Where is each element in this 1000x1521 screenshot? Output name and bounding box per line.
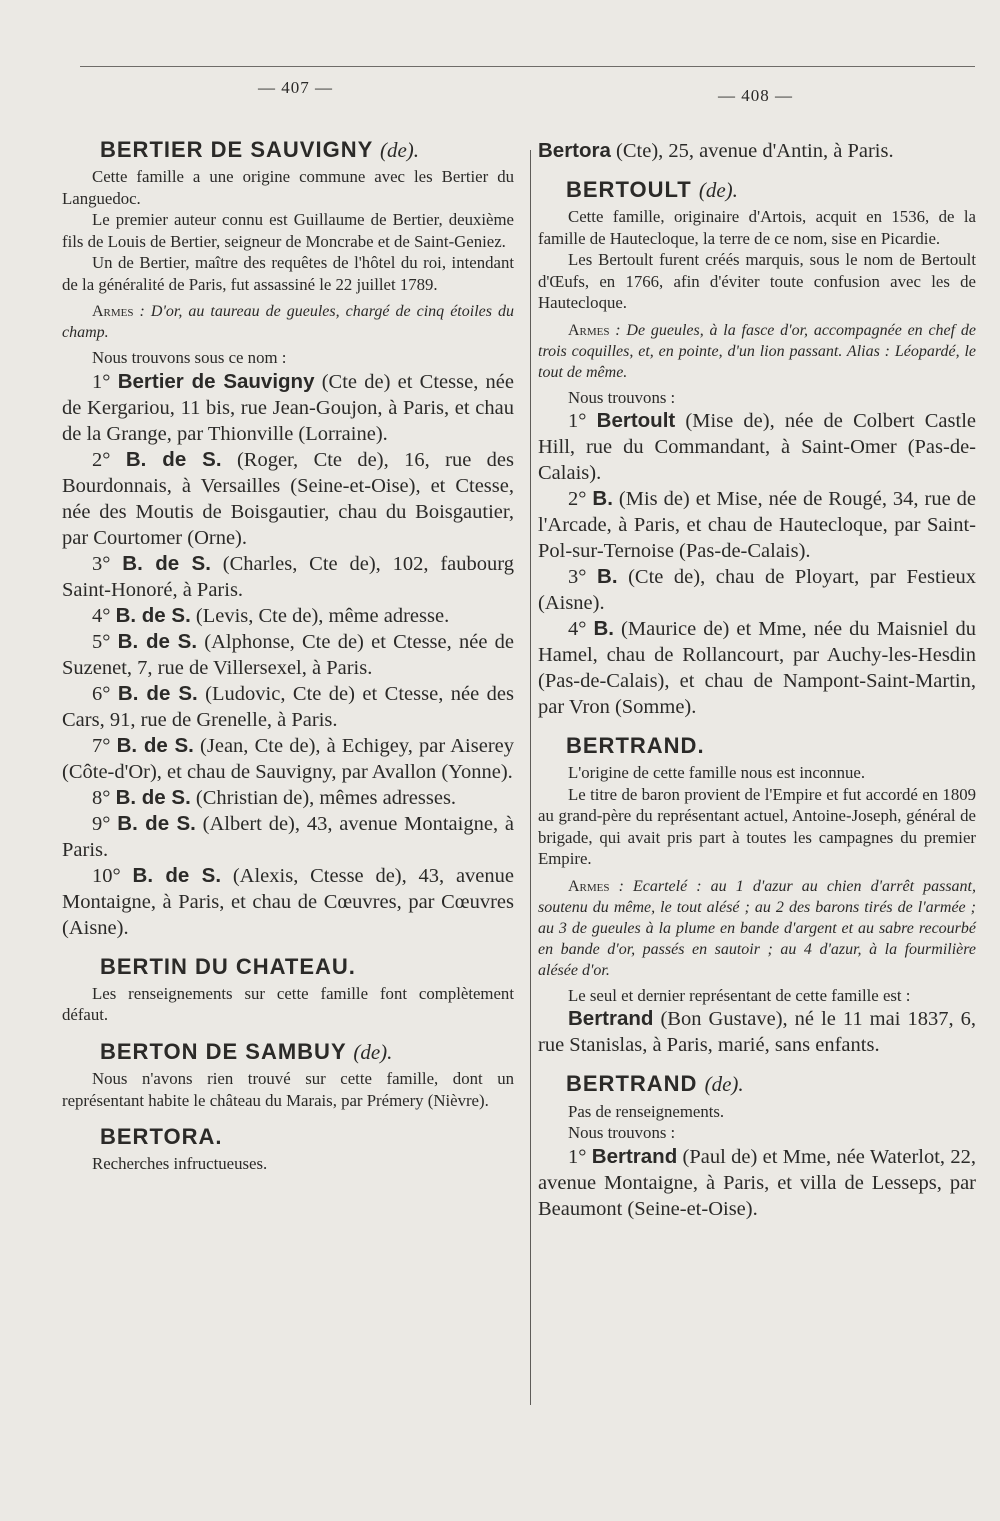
list-item: 1° Bertrand (Paul de) et Mme, née Waterlot, 22, avenue Montaigne, à Paris, et villa de Lesseps, par Beaumont (Seine-et-Oise).: [538, 1144, 976, 1220]
heading-bertrand: BERTRAND.: [566, 733, 705, 759]
list-item: 2° B. de S. (Roger, Cte de), 16, rue des Bourdonnais, à Versailles (Seine-et-Oise), et Ctesse, née des Moutis de Boisgautier, chau du Boisgautier, par Courtomer (Orne).: [62, 447, 515, 549]
column-separator: [530, 150, 531, 1405]
paragraph: Pas de renseignements.: [568, 1101, 725, 1121]
heading-bertoult: BERTOULT (de).: [566, 177, 738, 202]
list-item: Bertora (Cte), 25, avenue d'Antin, à Paris.: [538, 139, 894, 162]
list-item: 10° B. de S. (Alexis, Ctesse de), 43, avenue Montaigne, à Paris, et chau de Cœuvres, par Cœuvres (Aisne).: [62, 863, 515, 939]
arms-description: Armes : D'or, au taureau de gueules, chargé de cinq étoiles du champ.: [62, 303, 514, 342]
list-item: 1° Bertoult (Mise de), née de Colbert Castle Hill, rue du Commandant, à Saint-Omer (Pas-de-Calais).: [538, 409, 976, 485]
heading-bertrand-de: BERTRAND (de).: [566, 1071, 744, 1097]
list-item: Bertrand (Bon Gustave), né le 11 mai 1837, 6, rue Stanislas, à Paris, marié, sans enfants.: [538, 1007, 976, 1057]
top-rule: [80, 66, 975, 67]
list-item: 4° B. (Maurice de) et Mme, née du Maisniel du Hamel, chau de Rollancourt, par Auchy-les-Hesdin (Pas-de-Calais), et chau de Nampont-Saint-Martin, par Vron (Somme).: [538, 617, 976, 719]
list-item: 4° B. de S. (Levis, Cte de), même adresse.: [92, 603, 450, 627]
paragraph: Les Bertoult furent créés marquis, sous le nom de Bertoult d'Œufs, en 1766, afin d'éviter toute confusion avec les de Hautecloque.: [538, 250, 976, 313]
list-item: 5° B. de S. (Alphonse, Cte de) et Ctesse, née de Suzenet, 7, rue de Villersexel, à Paris.: [62, 629, 514, 679]
entries-list: [538, 408, 976, 720]
list-item: 3° B. (Cte de), chau de Ployart, par Festieux (Aisne).: [538, 565, 976, 615]
paragraph: Cette famille, originaire d'Artois, acquit en 1536, de la famille de Hautecloque, la terre de ce nom, sise en Picardie.: [538, 207, 976, 248]
paragraph: Le seul et dernier représentant de cette famille est :: [568, 985, 911, 1005]
paragraph: Cette famille a une origine commune avec les Bertier du Languedoc.: [62, 167, 514, 208]
paragraph: Recherches infructueuses.: [92, 1154, 268, 1174]
paragraph: Le titre de baron provient de l'Empire et fut accordé en 1809 au grand-père du représentant actuel, Antoine-Joseph, général de brigade, qui avait pris part à toutes les campagnes du premier Empire.: [538, 784, 976, 869]
list-item: 2° B. (Mis de) et Mise, née de Rougé, 34, rue de l'Arcade, à Paris, et chau de Hautecloque, par Saint-Pol-sur-Ternoise (Pas-de-Calais).: [538, 487, 976, 563]
paragraph: L'origine de cette famille nous est inconnue.: [568, 763, 866, 783]
page-number-left: — 407 —: [258, 78, 333, 97]
paragraph: Nous n'avons rien trouvé sur cette famille, dont un représentant habite le château du Marais, par Prémery (Nièvre).: [62, 1069, 514, 1110]
list-item: 8° B. de S. (Christian de), mêmes adresses.: [92, 785, 457, 809]
left-column: [62, 138, 514, 1175]
list-item: 7° B. de S. (Jean, Cte de), à Echigey, par Aiserey (Côte-d'Or), et chau de Sauvigny, par Avallon (Yonne).: [62, 733, 515, 783]
paragraph: Nous trouvons :: [568, 1123, 676, 1143]
heading-berton-de-sambuy: BERTON DE SAMBUY (de).: [100, 1038, 393, 1064]
paragraph: Un de Bertier, maître des requêtes de l'hôtel du roi, intendant de la généralité de Paris, fut assassiné le 22 juillet 1789.: [62, 253, 514, 294]
paragraph: Nous trouvons sous ce nom :: [92, 348, 287, 368]
arms-description: Armes : De gueules, à la fasce d'or, accompagnée en chef de trois coquilles, et, en pointe, d'un lion passant. Alias : Léopardé, le tout de même.: [538, 321, 976, 381]
list-item: 6° B. de S. (Ludovic, Cte de) et Ctesse, née des Cars, 91, rue de Grenelle, à Paris.: [62, 681, 514, 731]
paragraph: Les renseignements sur cette famille font complètement défaut.: [62, 983, 514, 1025]
heading-bertier-de-sauvigny: BERTIER DE SAUVIGNY (de).: [100, 137, 420, 162]
list-item: 9° B. de S. (Albert de), 43, avenue Montaigne, à Paris.: [62, 811, 514, 861]
arms-description: Armes : Ecartelé : au 1 d'azur au chien d'arrêt passant, soutenu du même, le tout alésé ; au 2 des barons tirés de l'armée ; au 3 de gueules à la plume en bande d'argent et au sabre recourbé en bande d'or, passés en sautoir ; au 4 d'azur, à la fourmilière alésée d'or.: [538, 877, 976, 979]
entries-list: [62, 369, 514, 941]
list-item: 1° Bertier de Sauvigny (Cte de) et Ctesse, née de Kergariou, 11 bis, rue Jean-Goujon, à Paris, et chau de la Grange, par Thionville (Lorraine).: [62, 369, 515, 445]
page-number-right: — 408 —: [718, 86, 793, 105]
heading-bertin-du-chateau: BERTIN DU CHATEAU.: [100, 953, 356, 979]
paragraph: Le premier auteur connu est Guillaume de Bertier, deuxième fils de Louis de Bertier, seigneur de Moncrabe et de Saint-Geniez.: [62, 210, 514, 251]
heading-bertora: BERTORA.: [100, 1124, 223, 1150]
right-column: [538, 138, 976, 1222]
paragraph: Nous trouvons :: [568, 387, 676, 407]
list-item: 3° B. de S. (Charles, Cte de), 102, faubourg Saint-Honoré, à Paris.: [62, 551, 514, 601]
